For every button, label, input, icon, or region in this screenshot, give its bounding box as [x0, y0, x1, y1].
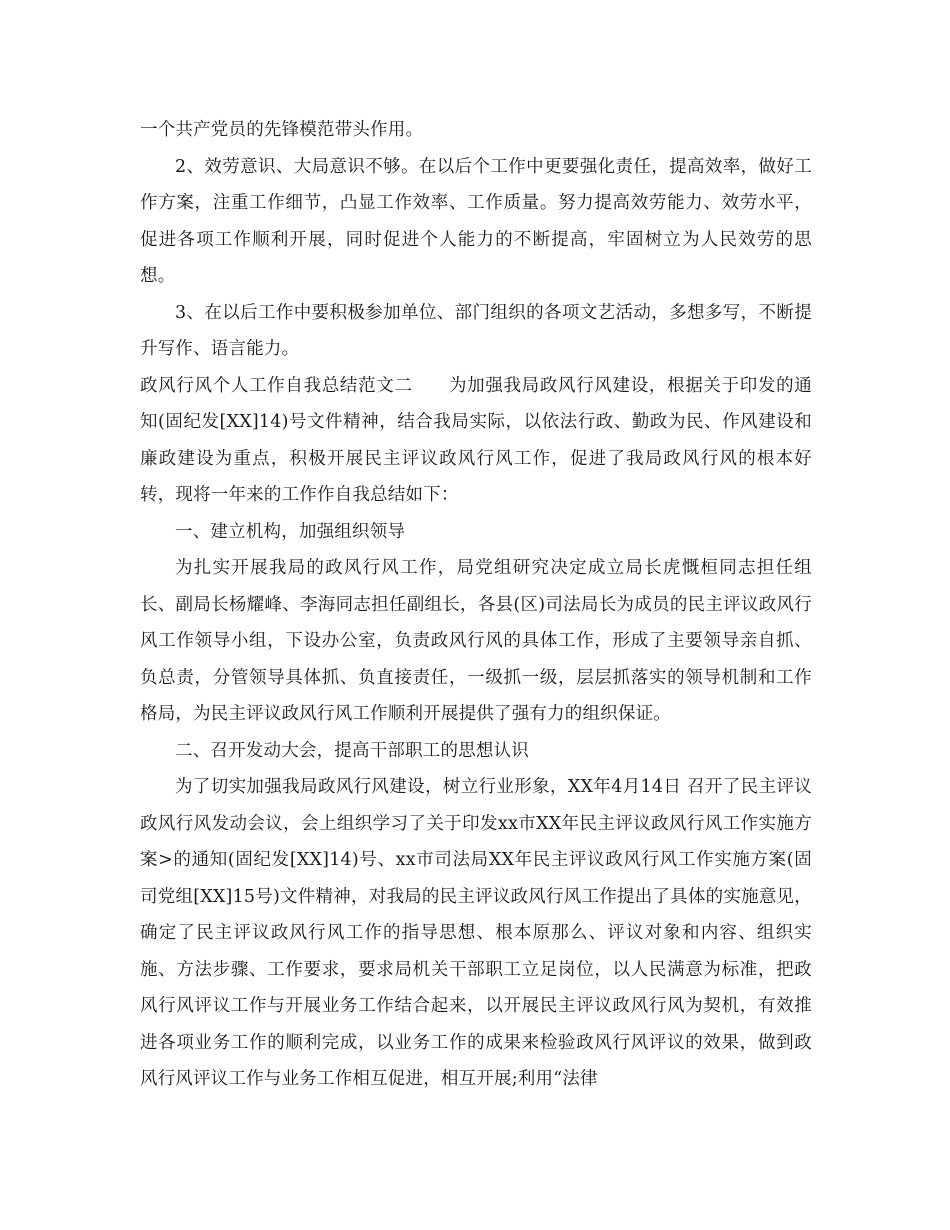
paragraph-6: 为了切实加强我局政风行风建设，树立行业形象，XX年4月14日 召开了民主评议政风行风发动会议，会上组织学习了关于印发xx市XX年民主评议政风行风工作实施方案>的通知(固纪发[XX]14)号、xx市司法局XX年民主评议政风行风工作实施方案(固司党组[XX]15号)文件精神，对我局的民主评议政风行风工作提出了具体的实施意见，确定了民主评议政风行风工作的指导思想、根本原那么、评议对象和内容、组织实施、方法步骤、工作要求，要求局机关干部职工立足岗位，以人民满意为标准，把政风行风评议工作与开展业务工作结合起来，以开展民主评议政风行风为契机，有效推进各项业务工作的顺利完成，以业务工作的成果来检验政风行风评议的效果，做到政风行风评议工作与业务工作相互促进，相互开展;利用“法律 — [140, 777, 812, 1089]
paragraph-5: 为扎实开展我局的政风行风工作，局党组研究决定成立局长虎慨桓同志担任组长、副局长杨耀峰、李海同志担任副组长，各县(区)司法局长为成员的民主评议政风行风工作领导小组，下设办公室，负责政风行风的具体工作，形成了主要领导亲自抓、负总责，分管领导具体抓、负直接责任，一级抓一级，层层抓落实的领导机制和工作格局，为民主评议政风行风工作顺利开展提供了强有力的组织保证。 — [140, 558, 812, 724]
section-heading-1: 一、建立机构，加强组织领导 — [175, 521, 406, 542]
paragraph-4: 政风行风个人工作自我总结范文二 为加强我局政风行风建设，根据关于印发的通知(固纪发[XX]14)号文件精神，结合我局实际，以依法行政、勤政为民、作风建设和廉政建设为重点，积极开展民主评议政风行风工作，促进了我局政风行风的根本好转，现将一年来的工作作自我总结如下： — [140, 375, 812, 505]
paragraph-3: 3、在以后工作中要积极参加单位、部门组织的各项文艺活动，多想多写，不断提升写作、语言能力。 — [140, 302, 812, 359]
paragraph-1: 一个共产党员的先锋模范带头作用。 — [140, 120, 424, 140]
document-body — [140, 112, 812, 1098]
section-heading-2: 二、召开发动大会，提高干部职工的思想认识 — [175, 740, 529, 761]
paragraph-2: 2、效劳意识、大局意识不够。在以后个工作中更要强化责任，提高效率，做好工作方案，注重工作细节，凸显工作效率、工作质量。努力提高效劳能力、效劳水平，促进各项工作顺利开展，同时促进个人能力的不断提高，牢固树立为人民效劳的思想。 — [140, 156, 812, 286]
